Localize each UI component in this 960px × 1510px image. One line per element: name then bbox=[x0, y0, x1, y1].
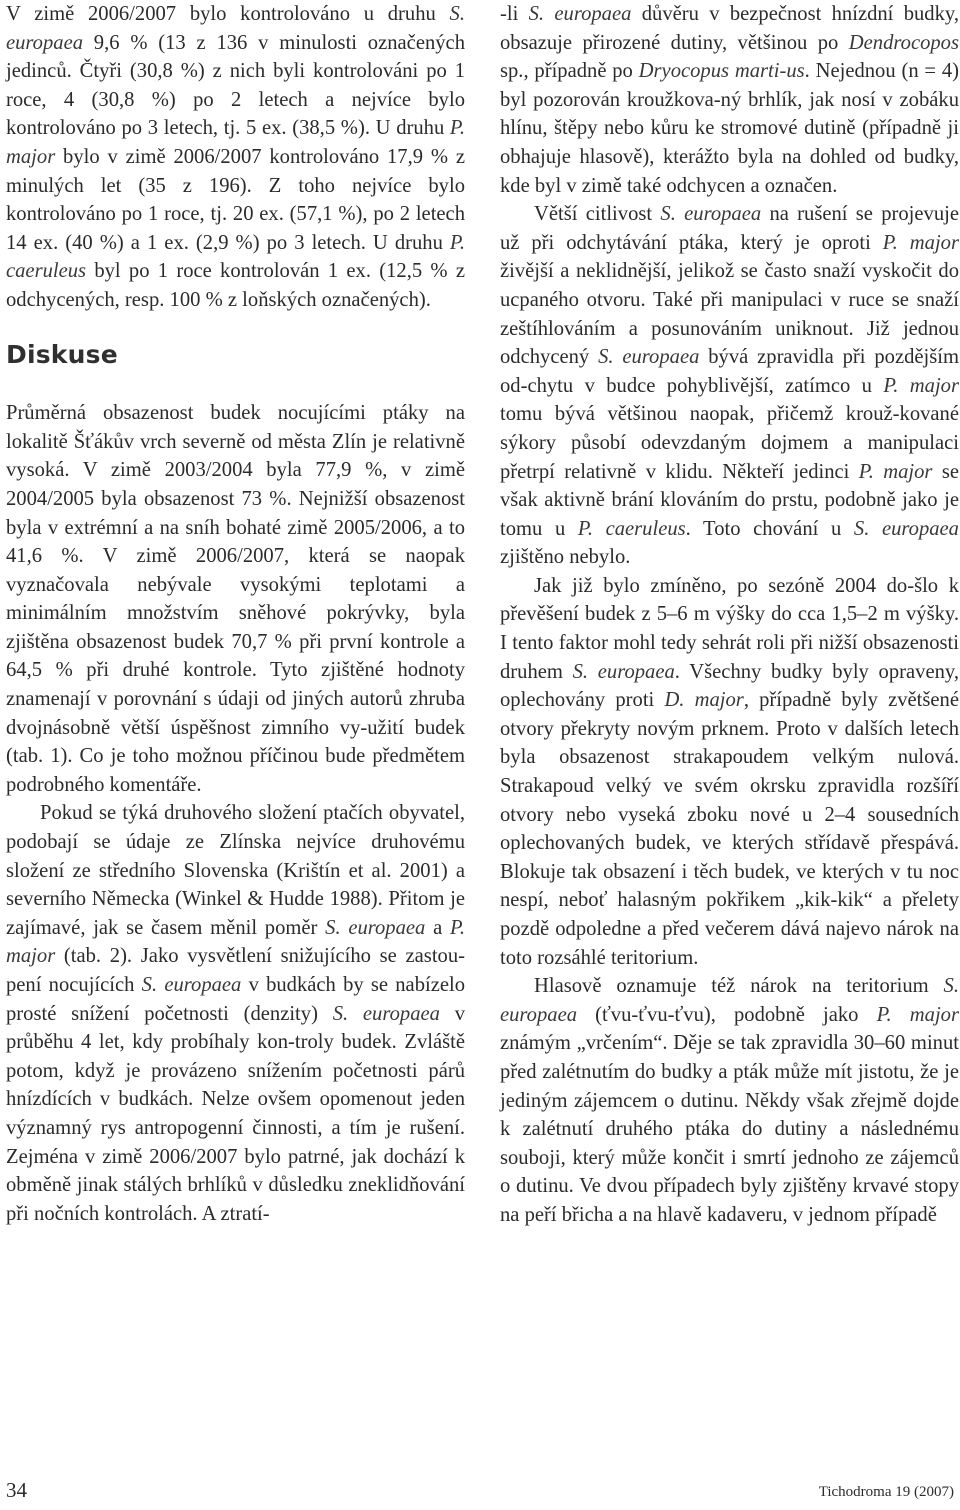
taxon-name: S. europaea bbox=[528, 3, 632, 25]
page-number: 34 bbox=[6, 1478, 27, 1502]
taxon-name: P. major bbox=[6, 117, 465, 168]
right-column bbox=[500, 0, 959, 1230]
taxon-name: P. caeruleus bbox=[577, 517, 686, 540]
taxon-name: S. europaea bbox=[853, 517, 959, 540]
taxon-name: S. europaea bbox=[500, 975, 959, 1026]
paragraph-box-height: Jak již bylo zmíněno, po sezóně 2004 do-šlo k převěšení budek z 5–6 m výšky do cca 1,5–2 m výšky. I tento faktor mohl tedy sehrát roli při nižší obsazenosti druhem S. europaea. Všechny budky byly opraveny, oplechovány proti D. major, případně byly zvětšené otvory překryty novým prknem. Proto v dalších letech byla obsazenost strakapoudem velkým nulová. Strakapoud velký ve svém okrsku zpravidla rozšíří otvory nebo vyseká zboku nové u 2–4 sousedních oplechovaných budek, ve kterých střídavě přespává. Blokuje tak obsazení i těch budek, ve kterých v tu noc nespí, neboť halasným pokřikem „kik-kik“ a přelety pozdě odpoledne a před večerem dává najevo nárok na toto rozsáhlé teritorium. bbox=[500, 574, 959, 969]
taxon-name: S. europaea bbox=[660, 203, 762, 226]
taxon-name: P. caeruleus bbox=[6, 231, 465, 283]
paragraph-continued: -li S. europaea důvěru v bezpečnost hnízdní budky, obsazuje přirozené dutiny, většinou po Dendrocopos sp., případně po Dryocopus marti-us. Nejednou (n = 4) byl pozorován kroužkova-ný brhlík, jak nosí v zobáku hlínu, štěpy nebo kůru ke stromové dutině (případně ji obhajuje hlasově), kterážto byla na dohled od budky, kde byl v zimě také odchycen a označen. bbox=[500, 3, 960, 197]
taxon-name: P. major bbox=[858, 460, 933, 483]
taxon-name: Dryocopus marti-us bbox=[638, 60, 805, 83]
taxon-name: S. europaea bbox=[141, 974, 242, 996]
paragraph-discussion-species: Pokud se týká druhového složení ptačích obyvatel, podobají se údaje ze Zlínska nejvíce druhovému složení ze středního Slovenska (Krištín et al. 2001) a severního Německa (Winkel & Hudde 1988). Přitom je zajímavé, jak se časem měnil poměr S. europaea a P. major (tab. 2). Jako vysvětlení snižujícího se zastou-pení nocujících S. europaea v budkách by se nabízelo prosté snížení početnosti (denzity) S. europaea v průběhu 4 let, kdy probíhaly kon-troly budek. Zvláště potom, když je provázeno snížením početnosti párů hnízdících v budkách. Nelze ovšem opomenout jeden významný rys antropogenní činnosti, a tím je rušení. Zejména v zimě 2006/2007 bylo patrné, jak dochází k obměně jinak stálých brhlíků v důsledku zneklidňování při nočních kontrolách. A ztratí- bbox=[6, 802, 466, 1225]
taxon-name: S. europaea bbox=[325, 916, 426, 939]
paragraph-results-recaptures: V zimě 2006/2007 bylo kontrolováno u druhu S. europaea 9,6 % (13 z 136 v minulosti označených jedinců. Čtyři (30,8 %) z nich byli kontrolováni po 1 roce, 4 (30,8 %) po 2 letech a nejvíce bylo kontrolováno po 3 letech, tj. 5 ex. (38,5 %). U druhu P. major bylo v zimě 2006/2007 kontrolováno 17,9 % z minulých let (35 z 196). Z toho nejvíce bylo kontrolováno po 1 roce, tj. 20 ex. (57,1 %), po 2 letech 14 ex. (40 %) a 1 ex. (2,9 %) po 3 letech. U druhu P. caeruleus byl po 1 roce kontrolován 1 ex. (12,5 % z odchycených, resp. 100 % z loňských označených). bbox=[6, 3, 465, 311]
taxon-name: P. major bbox=[883, 374, 959, 397]
taxon-name: P. major bbox=[876, 1003, 959, 1026]
taxon-name: S. europaea bbox=[598, 346, 700, 369]
paragraph-territory-calls: Hlasově oznamuje též nárok na teritorium S. europaea (ťvu-ťvu-ťvu), podobně jako P. major známým „vrčením“. Děje se tak zpravidla 30–60 minut před zalétnutím do budky a pták může mít jistotu, že je jediným zájemcem o dutinu. Někdy však zřejmě dojde k zalétnutí druhého ptáka do dutiny a následnému souboji, který může končit i smrtí jednoho ze zájemců o dutinu. Ve dvou případech byly zjištěny krvavé stopy na peří břicha a na hlavě kadaveru, v jednom případě bbox=[500, 975, 959, 1226]
taxon-name: S. europaea bbox=[332, 1002, 440, 1025]
section-heading-discussion: Diskuse bbox=[6, 339, 118, 369]
paragraph-disturbance: Větší citlivost S. europaea na rušení se projevuje už při odchytávání ptáka, který je oproti P. major živější a neklidnější, jelikož se často snaží vyskočit do ucpaného otvoru. Také při manipulaci v ruce se snaží zeštíhlováním a posunováním uniknout. Již jednou odchycený S. europaea bývá zpravidla při pozdějším od-chytu v budce pohyblivější, zatímco u P. major tomu bývá většinou naopak, přičemž krouž-kované sýkory působí odevzdaným dojmem a manipulaci přetrpí relativně v klidu. Někteří jedinci P. major se však aktivně brání klováním do prstu, podobně jako je tomu u P. caeruleus. Toto chování u S. europaea zjištěno nebylo. bbox=[500, 203, 959, 569]
taxon-name: Dendrocopos bbox=[848, 31, 959, 54]
taxon-name: D. major bbox=[664, 689, 744, 712]
paragraph-discussion-occupancy: Průměrná obsazenost budek nocujícími ptáky na lokalitě Šťákův vrch severně od města Zlín je relativně vysoká. V zimě 2003/2004 byla 77,9 %, v zimě 2004/2005 byla obsazenost 73 %. Nejnižší obsazenost byla v extrémní a na sníh bohaté zimě 2005/2006, a to 41,6 %. V zimě 2006/2007, která se naopak vyznačovala nebývale vysokými teplotami a minimálním množstvím sněhové pokrývky, byla zjištěna obsazenost budek 70,7 % při první kontrole a 64,5 % při druhé kontrole. Tyto zjištěné hodnoty znamenají v porovnání s údaji od jiných autorů zhruba dvojnásobně větší úspěšnost zimního vy-užití budek (tab. 1). Co je toho možnou příčinou bude předmětem podrobného komentáře. bbox=[6, 402, 465, 796]
journal-citation: Tichodroma 19 (2007) bbox=[818, 1484, 954, 1500]
left-column bbox=[6, 0, 465, 1228]
taxon-name: S. europaea bbox=[6, 3, 465, 54]
taxon-name: P. major bbox=[6, 916, 466, 968]
taxon-name: S. europaea bbox=[572, 660, 675, 683]
taxon-name: P. major bbox=[882, 231, 959, 254]
